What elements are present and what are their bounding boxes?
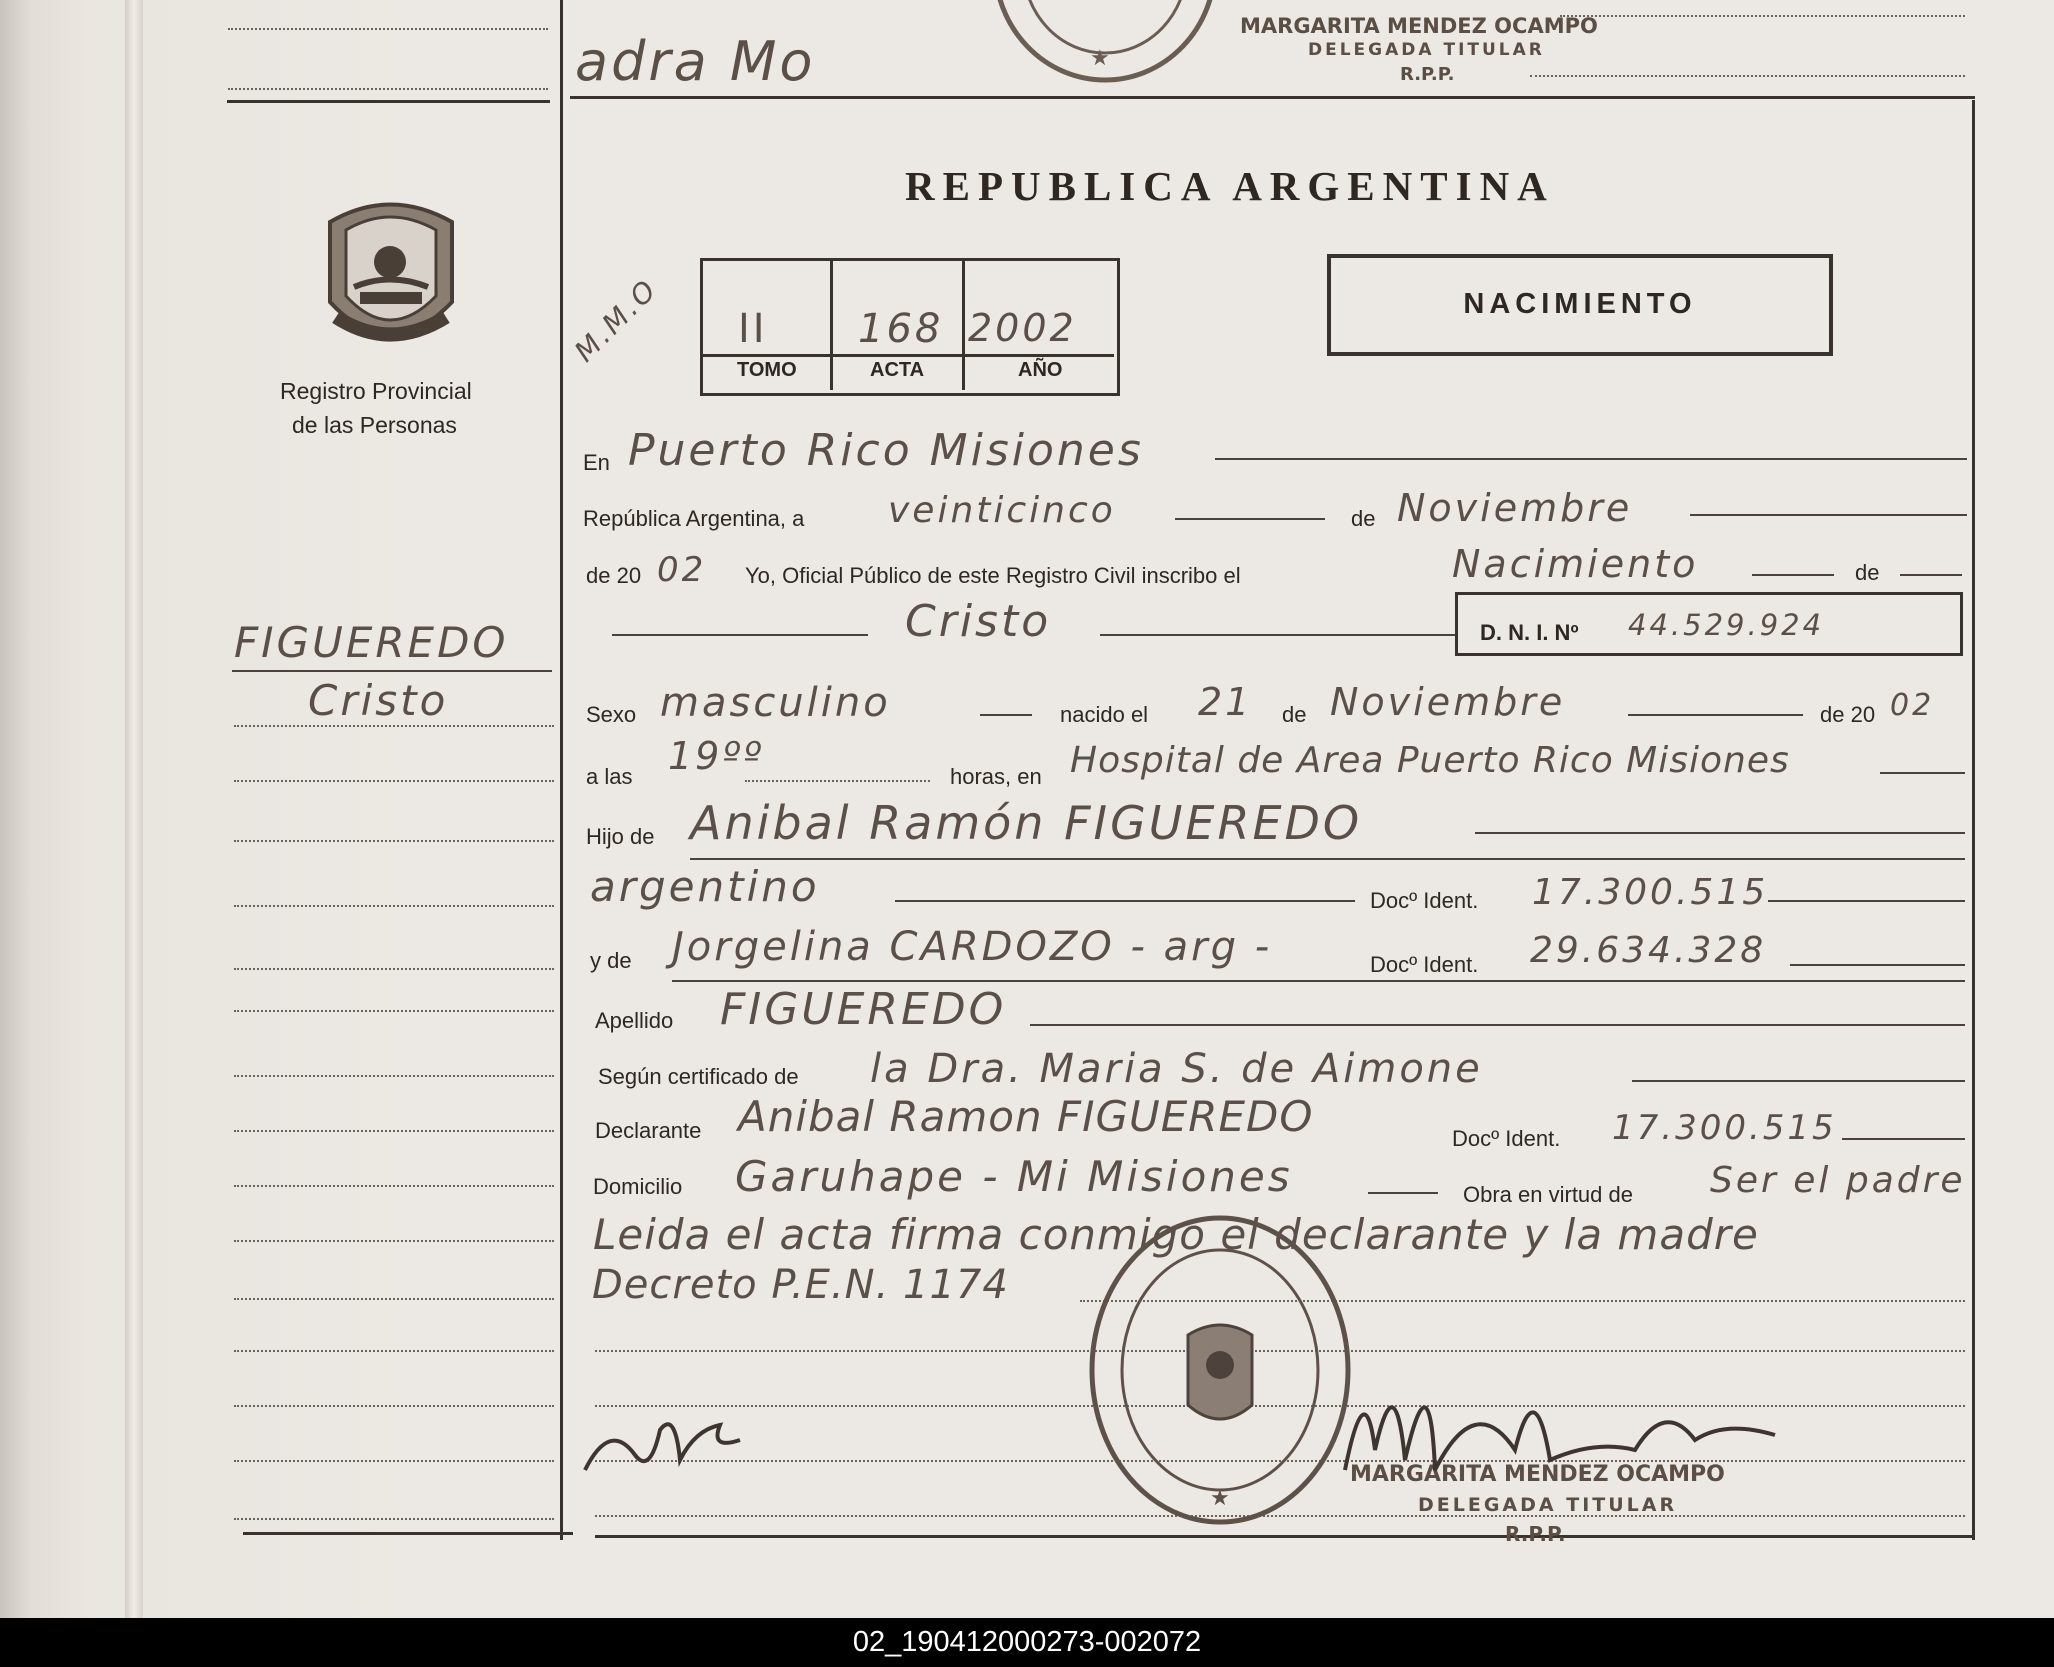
fill-line xyxy=(895,900,1355,902)
fill-line xyxy=(612,634,868,636)
birth-month: Noviembre xyxy=(1330,680,1566,724)
sexo-value: masculino xyxy=(660,680,891,726)
volume-divider xyxy=(830,260,833,390)
hour-value: 19ºº xyxy=(668,734,765,778)
dotted-line xyxy=(228,88,548,90)
stamp-name: MARGARITA MENDEZ OCAMPO xyxy=(1350,1462,1725,1487)
doc-label-father: Docº Ident. xyxy=(1370,888,1479,913)
declarante-value: Anibal Ramon FIGUEREDO xyxy=(738,1092,1314,1141)
fill-line xyxy=(1100,634,1455,636)
record-type: NACIMIENTO xyxy=(1463,288,1697,320)
hijo-label: Hijo de xyxy=(586,824,655,849)
segun-label: Según certificado de xyxy=(598,1064,799,1089)
dotted-line xyxy=(234,1130,554,1132)
ano-label: AÑO xyxy=(1018,359,1063,381)
acta-value: 168 xyxy=(858,306,944,352)
year-suffix: 02 xyxy=(657,550,707,590)
margin-surname: FIGUEREDO xyxy=(234,618,509,667)
fill-line xyxy=(980,714,1032,716)
fill-line xyxy=(1475,832,1965,834)
dotted-line xyxy=(234,1460,554,1462)
country-title: REPUBLICA ARGENTINA xyxy=(905,163,1555,209)
en-label: En xyxy=(583,450,610,475)
registry-round-stamp xyxy=(1080,1205,1360,1535)
fill-line xyxy=(1628,714,1803,716)
obra-label: Obra en virtud de xyxy=(1463,1182,1633,1207)
left-column-top xyxy=(227,100,550,103)
binding-edge xyxy=(125,0,143,1618)
dni-value: 44.529.924 xyxy=(1628,608,1825,642)
dotted-line xyxy=(234,905,554,907)
dotted-line xyxy=(1560,15,1965,17)
dotted-line xyxy=(234,1350,554,1352)
en-value: Puerto Rico Misiones xyxy=(628,425,1144,476)
domicilio-value: Garuhape - Mi Misiones xyxy=(735,1152,1293,1201)
frame-bottom xyxy=(595,1535,1973,1538)
fill-line xyxy=(1690,514,1967,516)
dotted-line xyxy=(234,968,554,970)
fill-line xyxy=(1752,574,1834,576)
margin-initials: M.M.O xyxy=(568,272,665,369)
top-stamp-title: DELEGADA TITULAR xyxy=(1308,40,1545,60)
tomo-value: II xyxy=(738,306,768,352)
side-office-line1: Registro Provincial xyxy=(280,378,472,404)
child-name: Cristo xyxy=(905,596,1052,647)
dotted-line xyxy=(234,725,554,727)
dotted-line xyxy=(234,1405,554,1407)
de20-label2: de 20 xyxy=(1820,702,1876,727)
dni-label: D. N. I. Nº xyxy=(1480,620,1579,645)
round-stamp-top xyxy=(990,0,1230,85)
domicilio-label: Domicilio xyxy=(593,1174,683,1199)
svg-text:★: ★ xyxy=(1090,45,1110,70)
provincial-seal-icon xyxy=(320,192,462,352)
doc-label-mother: Docº Ident. xyxy=(1370,952,1479,977)
mother-doc: 29.634.328 xyxy=(1530,930,1767,971)
top-signature: adra Mo xyxy=(575,30,816,93)
fill-line xyxy=(1790,964,1965,966)
declarante-doc: 17.300.515 xyxy=(1612,1108,1837,1148)
nacido-label: nacido el xyxy=(1060,702,1149,727)
obra-value: Ser el padre xyxy=(1710,1160,1966,1201)
father-doc: 17.300.515 xyxy=(1532,872,1769,913)
fill-line xyxy=(672,980,1965,982)
sexo-label: Sexo xyxy=(586,702,637,727)
dotted-line xyxy=(234,840,554,842)
fill-line xyxy=(1842,1138,1965,1140)
dotted-line xyxy=(1530,75,1965,77)
tomo-label: TOMO xyxy=(737,359,797,381)
svg-text:★: ★ xyxy=(1210,1485,1230,1510)
dotted-line xyxy=(234,1518,554,1520)
de-label3: de xyxy=(1282,702,1307,727)
republica-label: República Argentina, a xyxy=(583,506,805,531)
de20-label: de 20 xyxy=(586,563,642,588)
dotted-line xyxy=(228,28,548,30)
stamp-office: R.P.P. xyxy=(1505,1522,1566,1546)
top-stamp-name: MARGARITA MENDEZ OCAMPO xyxy=(1240,14,1598,38)
note-line2: Decreto P.E.N. 1174 xyxy=(592,1262,1009,1308)
ano-value: 2002 xyxy=(968,306,1077,350)
alas-label: a las xyxy=(586,764,633,789)
fill-line xyxy=(1632,1080,1965,1082)
segun-value: la Dra. Maria S. de Aimone xyxy=(870,1046,1483,1092)
acta-label: ACTA xyxy=(870,359,925,381)
dotted-line xyxy=(234,1010,554,1012)
divider-vertical xyxy=(560,0,563,1540)
apellido-label: Apellido xyxy=(595,1008,674,1033)
fill-line xyxy=(1880,772,1965,774)
place-value: Hospital de Area Puerto Rico Misiones xyxy=(1070,740,1790,781)
fill-line xyxy=(1768,900,1965,902)
frame-top xyxy=(570,96,1975,99)
day-words: veinticinco xyxy=(888,490,1116,531)
month-value: Noviembre xyxy=(1397,486,1633,530)
declarant-signature xyxy=(1335,1330,1795,1480)
frame-right xyxy=(1972,100,1975,1540)
note-line1: Leida el acta firma conmigo el declarante y la madre xyxy=(593,1210,1759,1259)
yde-label: y de xyxy=(590,948,632,973)
de-label: de xyxy=(1351,506,1376,531)
fill-line xyxy=(690,858,1965,860)
volume-divider xyxy=(962,260,965,390)
yo-label: Yo, Oficial Público de este Registro Civil inscribo el xyxy=(745,563,1241,588)
doc-label-declarante: Docº Ident. xyxy=(1452,1126,1561,1151)
fill-line xyxy=(745,780,930,782)
officer-signature xyxy=(580,1400,750,1480)
left-column-bottom xyxy=(243,1532,573,1535)
apellido-value: FIGUEREDO xyxy=(720,984,1007,1035)
file-id-bar xyxy=(0,1618,2054,1667)
father-nationality: argentino xyxy=(590,862,820,911)
dotted-line xyxy=(234,1185,554,1187)
top-stamp-office: R.P.P. xyxy=(1400,64,1455,85)
fill-line xyxy=(1900,574,1962,576)
dotted-line xyxy=(234,1298,554,1300)
de-label2: de xyxy=(1855,560,1880,585)
stamp-title: DELEGADA TITULAR xyxy=(1418,1494,1678,1516)
margin-given-name: Cristo xyxy=(308,676,449,725)
birth-day: 21 xyxy=(1198,680,1253,724)
birth-year-suffix: 02 xyxy=(1890,688,1935,723)
horas-label: horas, en xyxy=(950,764,1042,789)
mother-name: Jorgelina CARDOZO - arg - xyxy=(672,924,1273,970)
declarante-label: Declarante xyxy=(595,1118,702,1143)
file-id: 02_190412000273-002072 xyxy=(852,1626,1202,1658)
fill-line xyxy=(1030,1024,1965,1026)
father-name: Anibal Ramón FIGUEREDO xyxy=(690,796,1363,850)
volume-label-rule xyxy=(702,354,1114,357)
fill-line xyxy=(1368,1192,1438,1194)
dotted-line xyxy=(234,1075,554,1077)
side-office-line2: de las Personas xyxy=(292,412,457,438)
dotted-line xyxy=(234,780,554,782)
dotted-line xyxy=(234,1240,554,1242)
fill-line xyxy=(1215,458,1967,460)
inscribo-value: Nacimiento xyxy=(1452,542,1699,586)
fill-line xyxy=(1175,518,1325,520)
margin-line xyxy=(232,670,552,672)
